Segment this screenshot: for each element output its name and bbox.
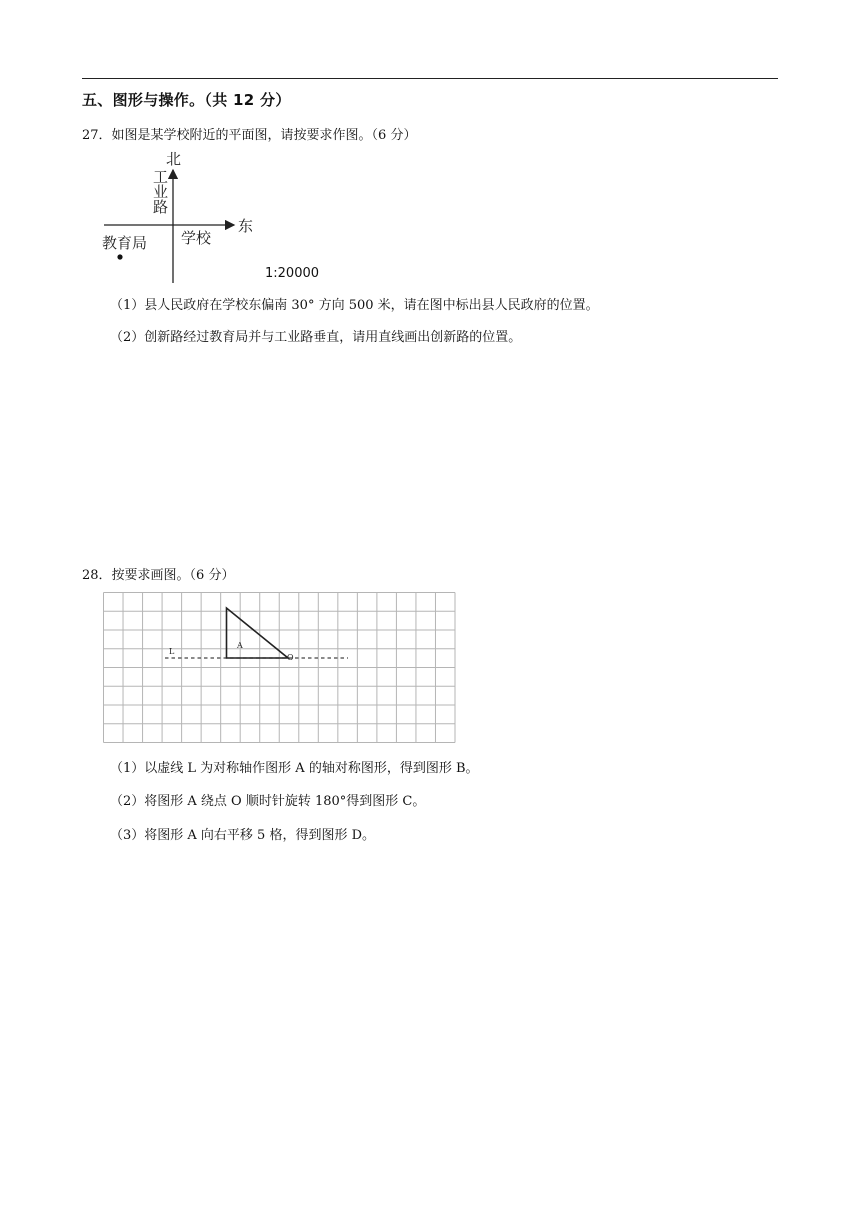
question-27-text: 27．如图是某学校附近的平面图，请按要求作图。（6 分） (82, 128, 417, 143)
school-area-map (100, 148, 340, 288)
section-title: 五、图形与操作。（共 12 分） (82, 91, 291, 109)
road-label-char-1: 工 (153, 168, 169, 186)
q27-sub-1: （1）县人民政府在学校东偏南 30° 方向 500 米，请在图中标出县人民政府的位置。 (110, 298, 599, 313)
east-label: 东 (238, 217, 254, 235)
road-label-char-2: 业 (153, 183, 169, 201)
drawing-grid (102, 591, 458, 745)
q28-sub-2: （2）将图形 A 绕点 O 顺时针旋转 180°得到图形 C。 (110, 794, 426, 809)
school-label: 学校 (181, 229, 212, 247)
point-o-label: O (287, 653, 294, 662)
header-rule (82, 78, 778, 79)
q28-sub-3: （3）将图形 A 向右平移 5 格，得到图形 D。 (110, 828, 376, 843)
road-label-char-3: 路 (153, 198, 169, 216)
north-label: 北 (166, 150, 182, 168)
bureau-label: 教育局 (102, 234, 148, 252)
q28-sub-1: （1）以虚线 L 为对称轴作图形 A 的轴对称图形，得到图形 B。 (110, 761, 479, 776)
shape-a-label: A (237, 641, 243, 650)
bureau-point (117, 254, 122, 259)
question-28-text: 28．按要求画图。（6 分） (82, 568, 235, 583)
axis-l-label: L (169, 647, 175, 656)
scale-label: 1:20000 (265, 266, 320, 281)
q27-sub-2: （2）创新路经过教育局并与工业路垂直，请用直线画出创新路的位置。 (110, 330, 522, 345)
